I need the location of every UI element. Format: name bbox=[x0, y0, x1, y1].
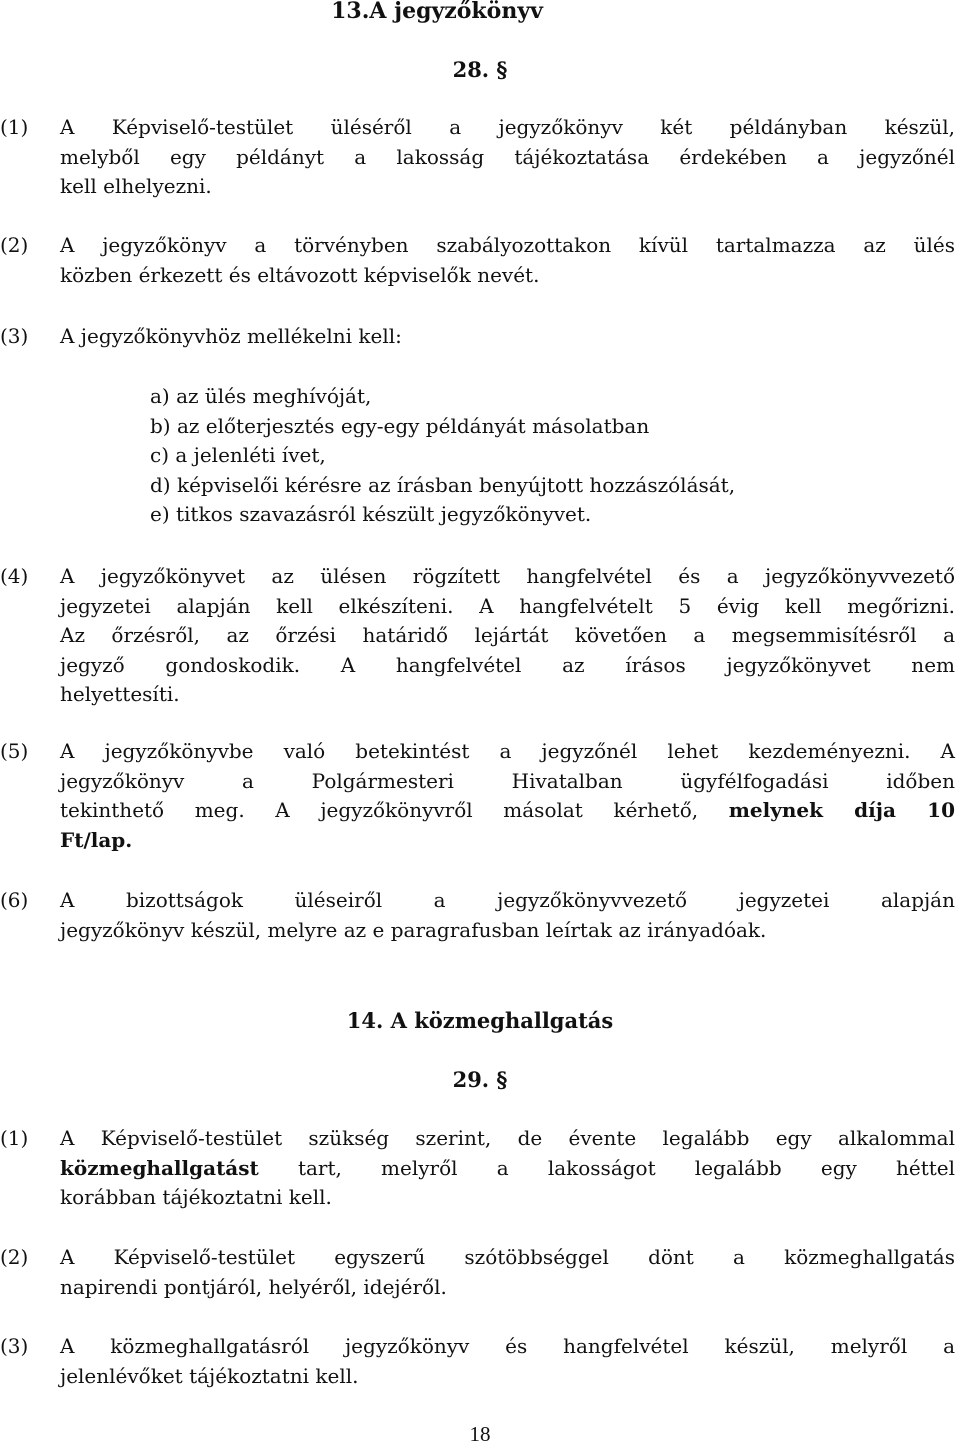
section-28-heading: 28. § bbox=[452, 57, 508, 82]
paragraph-number: (2) bbox=[0, 1245, 29, 1269]
paragraph-number: (1) bbox=[0, 115, 29, 139]
text-line: jegyzőkönyv a Polgármesteri Hivatalban ügyfélfogadási időben bbox=[60, 768, 955, 793]
public-hearing-term: közmeghallgatást bbox=[60, 1155, 259, 1180]
text-run: tekinthető meg. A jegyzőkönyvről másolat kérhető, bbox=[60, 798, 699, 823]
paragraph-number: (1) bbox=[0, 1126, 29, 1150]
text-line: A Képviselő-testület egyszerű szótöbbséggel dönt a közmeghallgatás bbox=[60, 1245, 955, 1269]
paragraph-number: (5) bbox=[0, 739, 29, 763]
text-line: A jegyzőkönyvbe való betekintést a jegyzőnél lehet kezdeményezni. A bbox=[60, 739, 955, 763]
text-line: napirendi pontjáról, helyéről, idejéről. bbox=[60, 1274, 447, 1299]
text-line: A jegyzőkönyvhöz mellékelni kell: bbox=[60, 324, 402, 348]
text-line bbox=[60, 796, 955, 826]
text-line: jelenlévőket tájékoztatni kell. bbox=[60, 1363, 359, 1388]
paragraph-number: (4) bbox=[0, 564, 29, 588]
paragraph-number: (3) bbox=[0, 324, 29, 348]
text-line: kell elhelyezni. bbox=[60, 174, 212, 199]
list-item: e) titkos szavazásról készült jegyzőkönyvet. bbox=[150, 502, 592, 527]
text-line: melyből egy példányt a lakosság tájékoztatása érdekében a jegyzőnél bbox=[60, 144, 955, 169]
text-line bbox=[60, 1154, 955, 1184]
text-line: Az őrzésről, az őrzési határidő lejártát követően a megsemmisítésről a bbox=[60, 623, 955, 648]
text-line: A Képviselő-testület szükség szerint, de évente legalább egy alkalommal bbox=[60, 1126, 955, 1150]
text-line: jegyzetei alapján kell elkészíteni. A hangfelvételt 5 évig kell megőrizni. bbox=[60, 593, 955, 618]
list-item: b) az előterjesztés egy-egy példányát másolatban bbox=[150, 413, 650, 438]
attachment-list bbox=[150, 382, 910, 530]
paragraph-number: (2) bbox=[0, 233, 29, 257]
chapter-title: 13.A jegyzőkönyv bbox=[331, 0, 543, 24]
section-29-heading: 29. § bbox=[452, 1067, 508, 1092]
text-run: tart, melyről a lakosságot legalább egy héttel bbox=[297, 1155, 956, 1180]
text-line: korábban tájékoztatni kell. bbox=[60, 1185, 332, 1210]
paragraph-number: (3) bbox=[0, 1334, 29, 1358]
list-item: a) az ülés meghívóját, bbox=[150, 384, 372, 408]
chapter-14-title: 14. A közmeghallgatás bbox=[346, 1008, 614, 1033]
text-line: A jegyzőkönyv a törvényben szabályozottakon kívül tartalmazza az ülés bbox=[60, 233, 955, 257]
paragraph-number: (6) bbox=[0, 888, 29, 912]
fee-text: Ft/lap. bbox=[60, 827, 133, 852]
list-item: d) képviselői kérésre az írásban benyújtott hozzászólását, bbox=[150, 472, 736, 497]
text-line: jegyző gondoskodik. A hangfelvétel az írásos jegyzőkönyvet nem bbox=[60, 652, 955, 677]
text-line: A jegyzőkönyvet az ülésen rögzített hangfelvétel és a jegyzőkönyvvezető bbox=[60, 564, 955, 588]
list-item: c) a jelenléti ívet, bbox=[150, 443, 326, 468]
text-line: A Képviselő-testület üléséről a jegyzőkönyv két példányban készül, bbox=[60, 115, 955, 139]
text-line: közben érkezett és eltávozott képviselők nevét. bbox=[60, 262, 540, 287]
text-line: jegyzőkönyv készül, melyre az e paragrafusban leírtak az irányadóak. bbox=[60, 917, 767, 942]
fee-text: melynek díja 10 bbox=[728, 798, 955, 823]
page-number: 18 bbox=[469, 1422, 491, 1446]
text-line: helyettesíti. bbox=[60, 682, 180, 707]
text-line: A közmeghallgatásról jegyzőkönyv és hangfelvétel készül, melyről a bbox=[60, 1334, 955, 1358]
text-line: A bizottságok üléseiről a jegyzőkönyvvezető jegyzetei alapján bbox=[60, 888, 955, 912]
